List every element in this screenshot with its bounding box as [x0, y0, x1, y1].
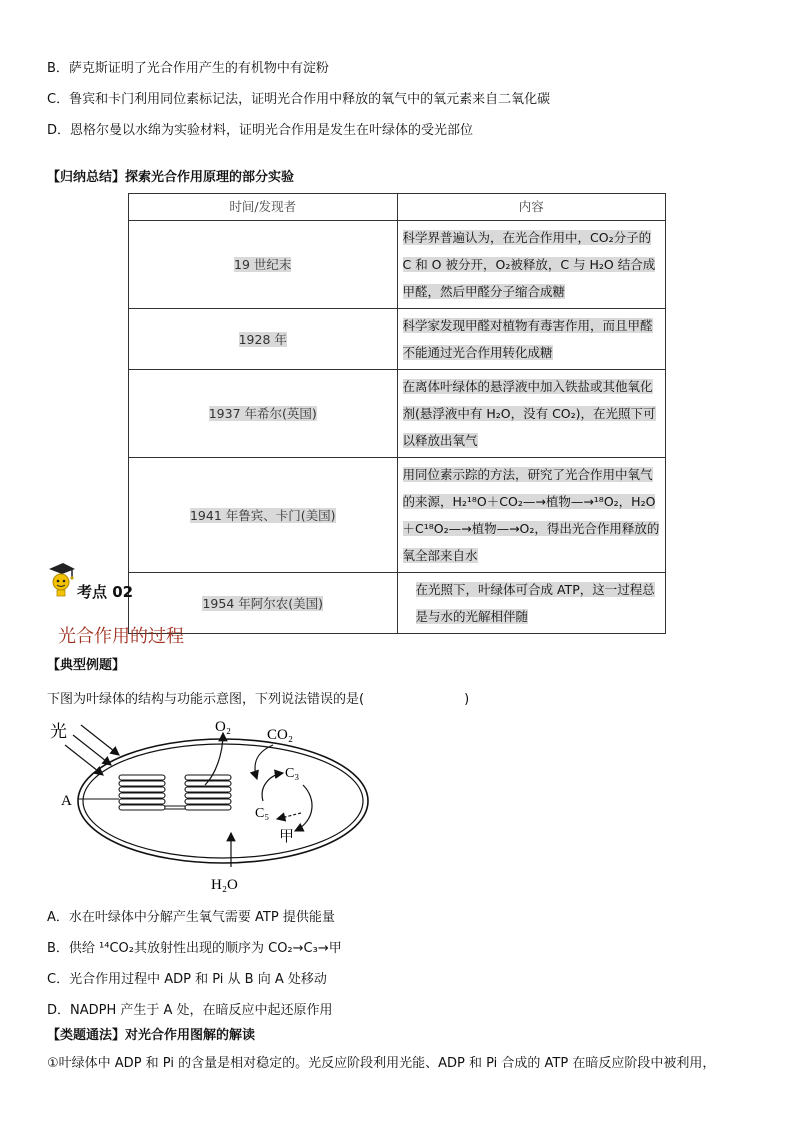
granum-left [119, 775, 165, 810]
answer-option-a: A．水在叶绿体中分解产生氧气需要 ATP 提供能量 [47, 910, 335, 925]
jia-label: 甲 [279, 829, 295, 845]
light-arrow [73, 735, 111, 765]
c3-to-c5-arrow [277, 813, 301, 819]
method-line-1: ①叶绿体中 ADP 和 Pi 的含量是相对稳定的。光反应阶段利用光能、ADP 和 Pi 合成的 ATP 在暗反应阶段中被利用， [47, 1056, 716, 1071]
table-cell-who: 1937 年希尔(英国) [208, 406, 317, 421]
table-cell-who: 1928 年 [238, 331, 287, 347]
answer-option-c: C．光合作用过程中 ADP 和 Pi 从 B 向 A 处移动 [47, 972, 327, 987]
light-arrow [65, 745, 103, 775]
c3-to-jia-arrow [295, 785, 312, 831]
light-arrow [81, 725, 119, 755]
kaodian-label: 考点 02 [77, 583, 134, 601]
table-row [129, 573, 666, 634]
question-stem-close: ) [464, 692, 470, 707]
co2-label: CO₂ [267, 727, 294, 743]
label-a: A [61, 793, 72, 809]
o2-label: O₂ [215, 719, 232, 735]
option-d-top: D．恩格尔曼以水绵为实验材料，证明光合作用是发生在叶绿体的受光部位 [47, 123, 474, 138]
table-cell-content: 在光照下，叶绿体可合成 ATP，这一过程总是与水的光解相伴随 [415, 582, 655, 624]
experiment-table [128, 193, 666, 634]
light-label: 光 [50, 722, 67, 741]
co2-arrow [255, 745, 273, 779]
option-b-top: B．萨克斯证明了光合作用产生的有机物中有淀粉 [47, 61, 329, 76]
table-header-content: 内容 [397, 194, 666, 221]
table-cell-content: 在离体叶绿体的悬浮液中加入铁盐或其他氧化剂(悬浮液中有 H₂O，没有 CO₂)，在光照下可以释放出氧气 [402, 379, 656, 448]
table-cell-who: 1954 年阿尔农(美国) [202, 595, 324, 611]
o2-arrow [205, 733, 223, 785]
summary-tag: 【归纳总结】 [47, 170, 126, 185]
table-header-who: 时间/发现者 [129, 194, 398, 221]
section-title: 光合作用的过程 [58, 626, 184, 647]
chloroplast-diagram [45, 715, 375, 897]
table-cell-content: 用同位素示踪的方法，研究了光合作用中氧气的来源，H₂¹⁸O＋CO₂—→植物—→¹⁸O₂，H₂O＋C¹⁸O₂—→植物—→O₂，得出光合作用释放的氧全部来自水 [402, 467, 660, 563]
table-cell-content: 科学家发现甲醛对植物有毒害作用，而且甲醛不能通过光合作用转化成糖 [402, 318, 653, 360]
table-cell-who: 19 世纪末 [234, 257, 292, 272]
inner-membrane [83, 744, 363, 858]
answer-option-d: D．NADPH 产生于 A 处，在暗反应中起还原作用 [47, 1003, 333, 1018]
question-stem [47, 688, 469, 707]
option-c-top: C．鲁宾和卡门利用同位素标记法，证明光合作用中释放的氧气中的氧元素来自二氧化碳 [47, 92, 551, 107]
table-row [129, 221, 666, 309]
summary-title: 探索光合作用原理的部分实验 [125, 170, 295, 185]
summary-header [47, 166, 294, 185]
table-header-row [129, 194, 666, 221]
method-tag: 【类题通法】 [47, 1028, 126, 1043]
method-header [47, 1024, 255, 1043]
h2o-label: H₂O [211, 877, 238, 893]
method-title: 对光合作用图解的解读 [125, 1028, 256, 1043]
c3-label: C₃ [285, 766, 300, 781]
c5-label: C₅ [255, 806, 270, 821]
table-cell-content: 科学界普遍认为，在光合作用中，CO₂分子的 C 和 O 被分开，O₂被释放，C 与 H₂O 结合成甲醛，然后甲醛分子缩合成糖 [402, 230, 656, 299]
table-row [129, 458, 666, 573]
question-stem-text: 下图为叶绿体的结构与功能示意图，下列说法错误的是( [47, 692, 365, 707]
example-tag: 【典型例题】 [47, 658, 126, 673]
answer-option-b: B．供给 ¹⁴CO₂其放射性出现的顺序为 CO₂→C₃→甲 [47, 941, 342, 956]
table-row [129, 309, 666, 370]
c5-to-c3-arrow [262, 773, 283, 801]
scholar-cap-icon [46, 560, 76, 598]
table-row [129, 370, 666, 458]
outer-membrane [78, 739, 368, 863]
granum-right [185, 775, 231, 810]
table-cell-who: 1941 年鲁宾、卡门(美国) [189, 507, 336, 523]
